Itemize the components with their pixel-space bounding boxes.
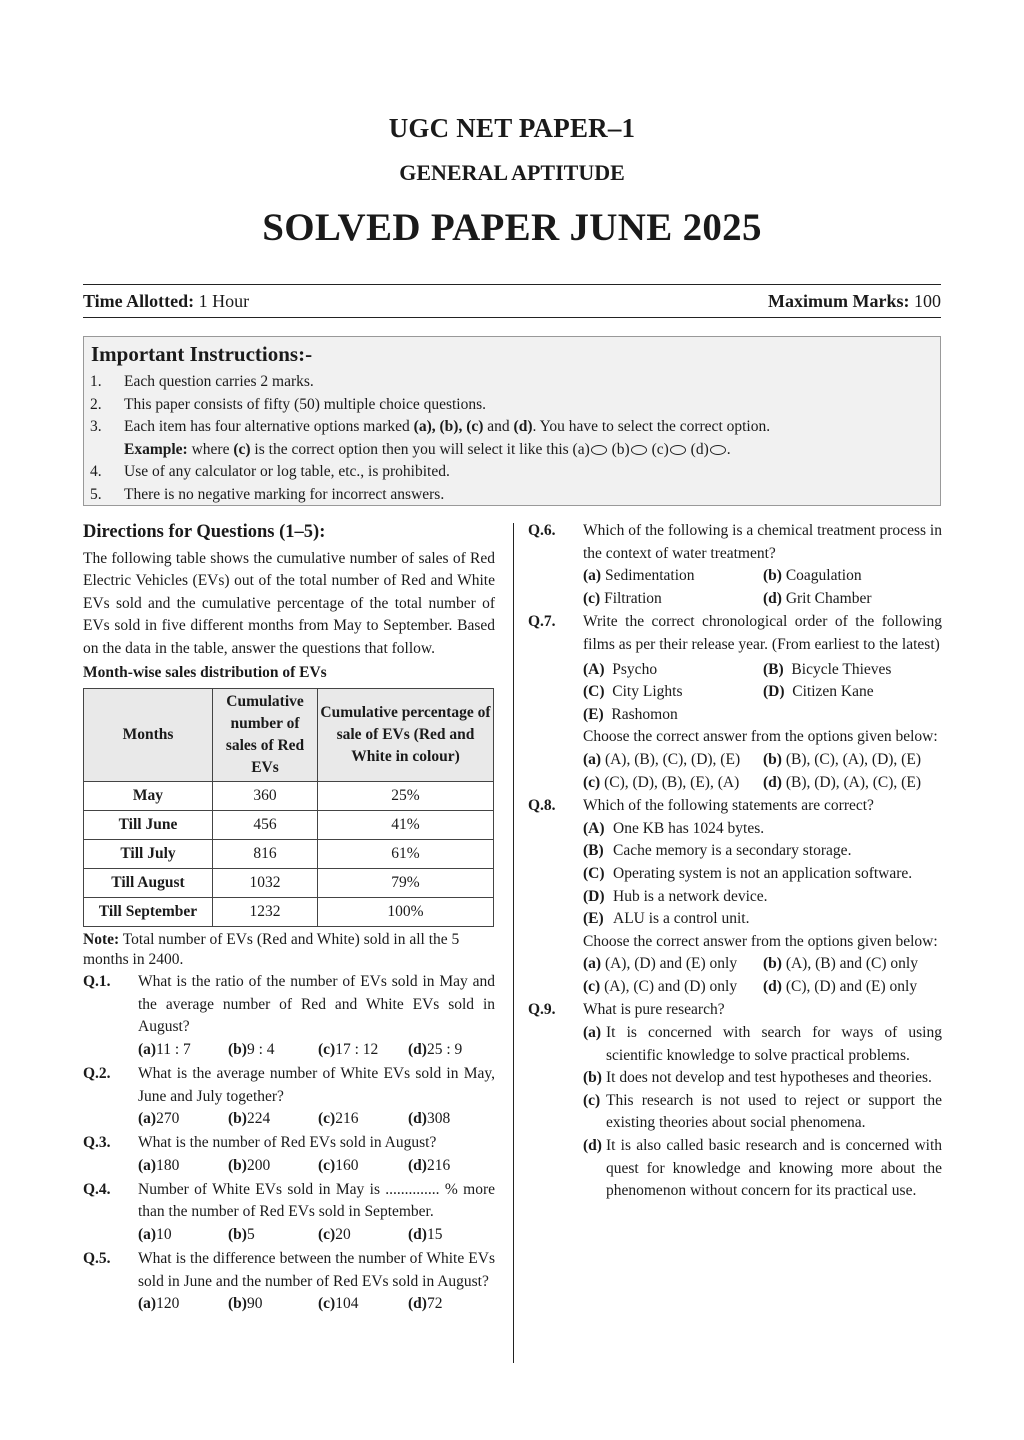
oval-icon [710, 445, 726, 455]
oval-icon [670, 445, 686, 455]
col-red-evs: Cumulative number of sales of Red EVs [213, 689, 318, 782]
oval-icon [591, 445, 607, 455]
options: (a) Sedimentation (b) Coagulation (c) Filtration (d) Grit Chamber [583, 567, 872, 607]
table-row: Till September 1232 100% [84, 898, 494, 927]
paper-subtitle: GENERAL APTITUDE [399, 160, 625, 185]
oval-icon [631, 445, 647, 455]
table-row: Till July 816 61% [84, 840, 494, 869]
statement: (C) Operating system is not an application software. [583, 864, 913, 882]
options: (a) 11 : 7 (b) 9 : 4 (c) 17 : 12 (d) 25 : 9 [138, 1040, 463, 1058]
statement: (B) Cache memory is a secondary storage. [583, 842, 852, 860]
directions-paragraph: The following table shows the cumulative number of sales of Red Electric Vehicles (EVs) out of the total number of Red and White EVs sold and the cumulative percentage of the total number of EVs sold in five different months from May to September. Based on the data in the table, answer the questions that follow. [83, 549, 495, 657]
table-header-row [84, 689, 494, 782]
statements: (A) Psycho (B) Bicycle Thieves (C) City Lights (D) Citizen Kane (E) Rashomon [583, 660, 892, 723]
time-allotted: Time Allotted: 1 Hour [83, 291, 250, 311]
statement: (E) ALU is a control unit. [583, 910, 750, 928]
question-1: Q.1. What is the ratio of the number of EVs sold in May and the average number of Red and White EVs sold in August? (a) 11 : 7 (b) 9 : 4 (c) 17 : 12 (d) 25 : 9 [83, 971, 495, 1062]
top-rule [83, 284, 941, 285]
right-column [528, 519, 942, 1203]
col-months: Months [84, 689, 213, 782]
question-8: Q.8. Which of the following statements are correct? (A) One KB has 1024 bytes. (B) Cache memory is a secondary storage. (C) Operating system is not an application software. (D) Hub is a network device. (E) ALU is a control unit. Choose the correct answer from the options given below: (a) (A), (D) and (E) only (b) (A), (B) and (C) only (c) (A), (C) and (D) only (d) (C), (D) and (E) only [528, 795, 942, 998]
option: (c) This research is not used to reject or support the existing theories about social phenomena. [583, 1091, 942, 1132]
maximum-marks: Maximum Marks: 100 [768, 291, 941, 311]
question-6: Q.6. Which of the following is a chemical treatment process in the context of water treatment? (a) Sedimentation (b) Coagulation (c) Filtration (d) Grit Chamber [528, 520, 942, 610]
options: (a) 180 (b) 200 (c) 160 (d) 216 [138, 1156, 451, 1174]
paper-heading: SOLVED PAPER JUNE 2025 [262, 206, 762, 249]
table-title: Month-wise sales distribution of EVs [83, 663, 327, 681]
question-7: Q.7. Write the correct chronological order of the following films as per their release year. (From earliest to the latest) (A) Psycho (B) Bicycle Thieves (C) City Lights (D) Citizen Kane (E) Rashomon Choose the correct answer from the options given below: (a) (A), (B), (C), (D), (E) (b) (B), (C), (A), (D), (E) (c) (C), (D), (B), (E), (A) (d) (B), (D), (A), (C), (E) [528, 611, 942, 794]
question-9: Q.9. What is pure research? (a) It is concerned with search for ways of using scientific knowledge to solve practical problems. (b) It does not develop and test hypotheses and theories. (c) This research is not used to reject or support the existing theories about social phenomena. (d) It is also called basic research and is concerned with quest for knowledge and knowing more about the phenomenon without concern for its practical use. [528, 999, 942, 1202]
option: (d) It is also called basic research and is concerned with quest for knowledge and knowing more about the phenomenon without concern for its practical use. [583, 1137, 942, 1200]
options: (a) (A), (B), (C), (D), (E) (b) (B), (C), (A), (D), (E) (c) (C), (D), (B), (E), (A) (d) (B), (D), (A), (C), (E) [583, 750, 921, 791]
options: (a) 270 (b) 224 (c) 216 (d) 308 [138, 1110, 451, 1128]
statement: (D) Hub is a network device. [583, 887, 768, 905]
options: (a) 10 (b) 5 (c) 20 (d) 15 [138, 1225, 443, 1243]
options: (a) 120 (b) 90 (c) 104 (d) 72 [138, 1295, 443, 1313]
table-row: Till June 456 41% [84, 811, 494, 840]
instructions-box: Important Instructions:- 1. Each question carries 2 marks. 2. This paper consists of fifty (50) multiple choice questions. 3. Each item has four alternative options marked (a), (b), (c) and (d). You have to select the correct option. Example: where (c) is the correct option then you will select it like this (a) (b) (c) (d) . 4. Use of any calculator or log table, etc., is prohibited. 5. There is no negative marking for incorrect answers. [83, 336, 941, 506]
left-column [83, 521, 495, 1316]
question-4: Q.4. Number of White EVs sold in May is .............. % more than the number of Red EVs sold in September. (a) 10 (b) 5 (c) 20 (d) 15 [83, 1179, 495, 1247]
directions-heading: Directions for Questions (1–5): [83, 522, 326, 542]
question-3: Q.3. What is the number of Red EVs sold in August? (a) 180 (b) 200 (c) 160 (d) 216 [83, 1132, 495, 1178]
column-divider [513, 523, 514, 1363]
option: (b) It does not develop and test hypotheses and theories. [583, 1069, 932, 1087]
question-2: Q.2. What is the average number of White EVs sold in May, June and July together? (a) 270 (b) 224 (c) 216 (d) 308 [83, 1063, 495, 1131]
col-percentage: Cumulative percentage of sale of EVs (Red and White in colour) [318, 689, 494, 782]
ev-sales-table [83, 688, 494, 927]
paper-title: UGC NET PAPER–1 [388, 113, 636, 143]
instructions-heading: Important Instructions:- [91, 342, 313, 366]
exam-meta [83, 291, 941, 312]
statement: (A) One KB has 1024 bytes. [583, 819, 765, 837]
table-row: Till August 1032 79% [84, 869, 494, 898]
option: (a) It is concerned with search for ways of using scientific knowledge to solve practical problems. [583, 1024, 942, 1064]
table-note: Note: Total number of EVs (Red and White) sold in all the 5 months in 2400. [83, 931, 460, 969]
table-row: May 360 25% [84, 782, 494, 811]
question-5: Q.5. What is the difference between the number of White EVs sold in June and the number of Red EVs sold in August? (a) 120 (b) 90 (c) 104 (d) 72 [83, 1248, 495, 1316]
options: (a) (A), (D) and (E) only (b) (A), (B) and (C) only (c) (A), (C) and (D) only (d) (C), (D) and (E) only [583, 955, 918, 995]
bottom-rule [83, 317, 941, 318]
